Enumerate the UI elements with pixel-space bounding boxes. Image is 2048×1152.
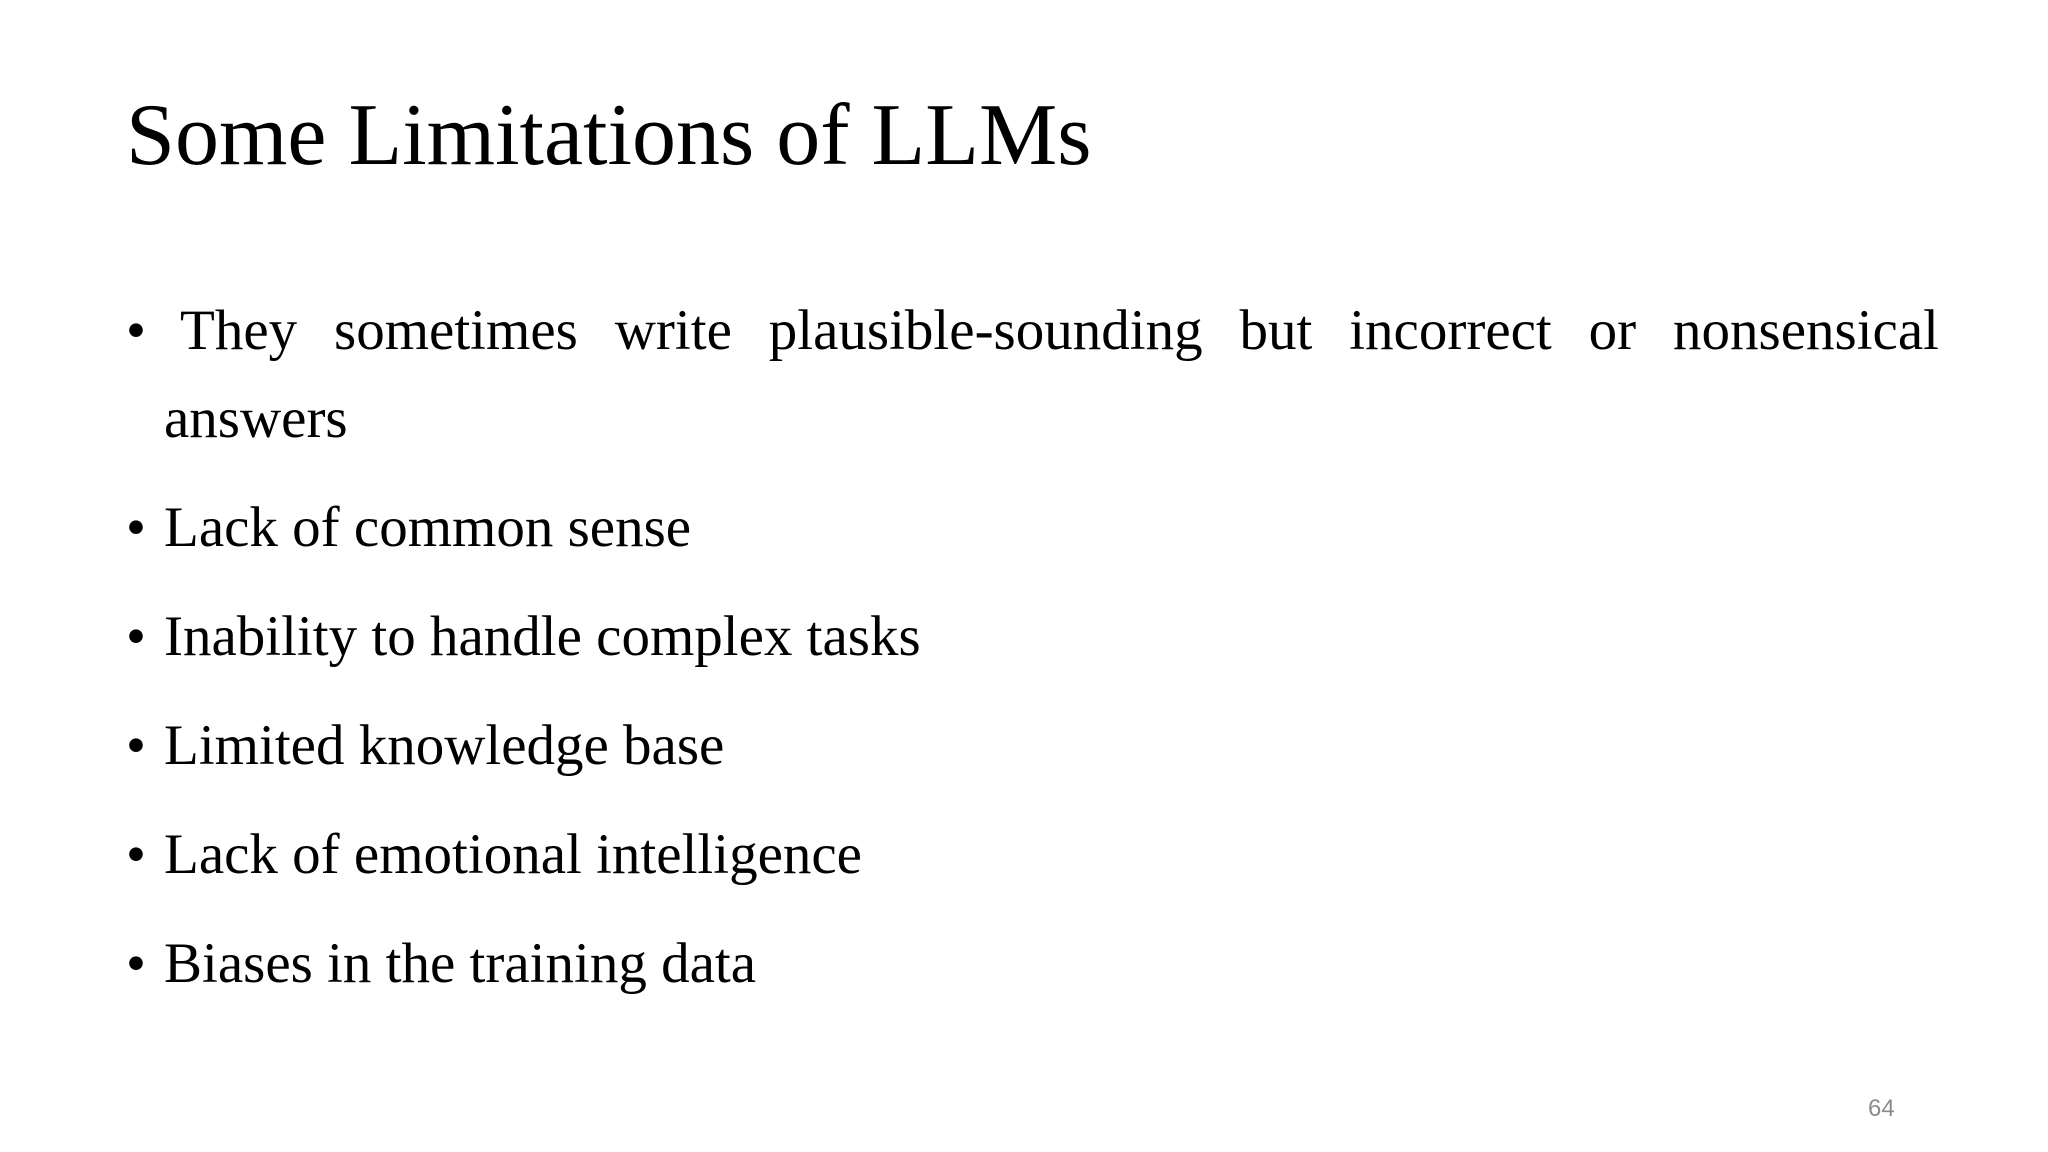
bullet-icon: • [126,299,146,362]
bullet-item [126,593,1939,681]
bullet-text: Inability to handle complex tasks [164,605,921,668]
bullet-text: Biases in the training data [164,932,757,995]
bullet-icon: • [126,714,146,777]
bullet-icon: • [126,496,146,559]
bullet-list [126,287,1939,1029]
bullet-text: Lack of emotional intelligence [164,823,862,886]
bullet-item [126,920,1939,1008]
bullet-icon: • [126,605,146,668]
bullet-item [126,811,1939,899]
bullet-item [126,702,1939,790]
bullet-item [126,287,1939,463]
bullet-icon: • [126,932,146,995]
bullet-text: They sometimes write plausible-sounding but incorrect or nonsensical answers [164,299,1939,450]
bullet-icon: • [126,823,146,886]
bullet-text: Lack of common sense [164,496,692,559]
slide-title: Some Limitations of LLMs [126,87,1092,184]
bullet-item [126,484,1939,572]
bullet-text: Limited knowledge base [164,714,725,777]
page-number: 64 [1868,1095,1895,1122]
